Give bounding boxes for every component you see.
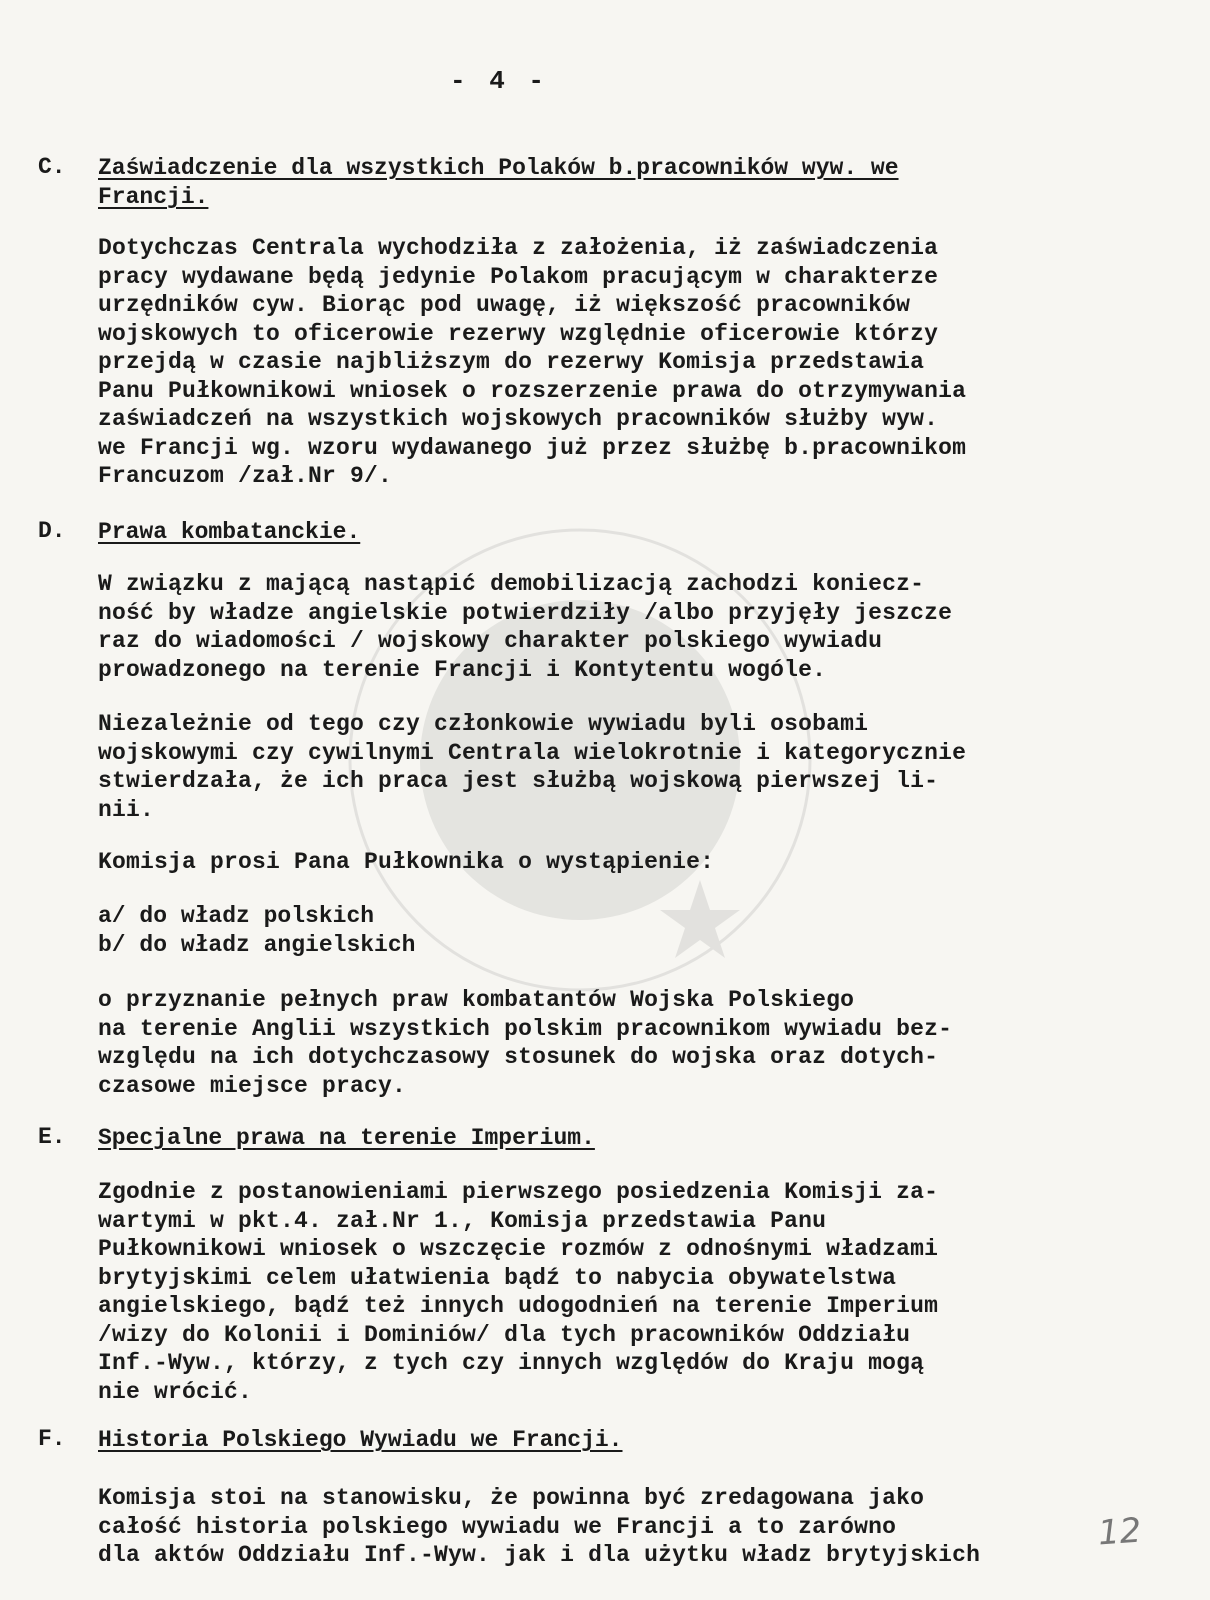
- section-f-paragraph-1: Komisja stoi na stanowisku, że powinna być zredagowana jako całość historia polskiego wywiadu we Francji a to zarówno dla aktów Oddziału Inf.-Wyw. jak i dla użytku władz brytyjskich: [98, 1485, 981, 1568]
- section-letter-e: E.: [38, 1124, 66, 1150]
- page-number: - 4 -: [450, 66, 549, 96]
- section-d-paragraph-after-list: o przyznanie pełnych praw kombatantów Wojska Polskiego na terenie Anglii wszystkich polskim pracownikom wywiadu bez- względu na ich dotychczasowy stosunek do wojska oraz dotych- czasowe miejsce pracy.: [98, 987, 953, 1099]
- section-d-paragraph-1: W związku z mającą nastąpić demobilizacją zachodzi koniecz- ność by władze angielskie potwierdziły /albo przyjęły jeszcze raz do wiadomości / wojskowy charakter polskiego wywiadu prowadzonego na terenie Francji i Kontytentu wogóle.: [98, 571, 953, 683]
- section-c-paragraph-1: Dotychczas Centrala wychodziła z założenia, iż zaświadczenia pracy wydawane będą jedynie Polakom pracującym w charakterze urzędników cyw. Biorąc pod uwagę, iż większość pracowników wojskowych to oficerowie rezerwy względnie oficerowie którzy przejdą w czasie najbliższym do rezerwy Komisja przedstawia Panu Pułkownikowi wniosek o rozszerzenie prawa do otrzymywania zaświadczeń na wszystkich wojskowych pracowników służby wyw. we Francji wg. wzoru wydawanego już przez służbę b.pracownikom Francuzom /zał.Nr 9/.: [98, 235, 967, 489]
- list-item: b/ do władz angielskich: [98, 931, 416, 958]
- section-d-paragraph-2: Niezależnie od tego czy członkowie wywiadu byli osobami wojskowymi czy cywilnymi Centrala wielokrotnie i kategorycznie stwierdzała, że ich praca jest służbą wojskową pierwszej li- nii.: [98, 711, 967, 823]
- list-item: a/ do władz polskich: [98, 903, 375, 929]
- section-d-list: [98, 902, 415, 959]
- handwritten-page-number: 12: [1096, 1510, 1143, 1554]
- section-d-paragraph-3: Komisja prosi Pana Pułkownika o wystąpienie:: [98, 849, 715, 875]
- section-letter-f: F.: [38, 1426, 66, 1452]
- section-heading-d: Prawa kombatanckie.: [98, 519, 361, 545]
- section-heading-c: Zaświadczenie dla wszystkich Polaków b.pracowników wyw. we Francji.: [98, 155, 899, 210]
- section-heading-f: Historia Polskiego Wywiadu we Francji.: [98, 1427, 623, 1453]
- section-letter-c: C.: [38, 154, 66, 180]
- section-e-paragraph-1: Zgodnie z postanowieniami pierwszego posiedzenia Komisji za- wartymi w pkt.4. zał.Nr 1., Komisja przedstawia Panu Pułkownikowi wniosek o wszczęcie rozmów z odnośnymi władzami brytyjskimi celem ułatwienia bądź to nabycia obywatelstwa angielskiego, bądź też innych udogodnień na terenie Imperium /wizy do Kolonii i Dominiów/ dla tych pracowników Oddziału Inf.-Wyw., którzy, z tych czy innych względów do Kraju mogą nie wrócić.: [98, 1179, 939, 1405]
- section-heading-e: Specjalne prawa na terenie Imperium.: [98, 1125, 595, 1151]
- section-letter-d: D.: [38, 518, 66, 544]
